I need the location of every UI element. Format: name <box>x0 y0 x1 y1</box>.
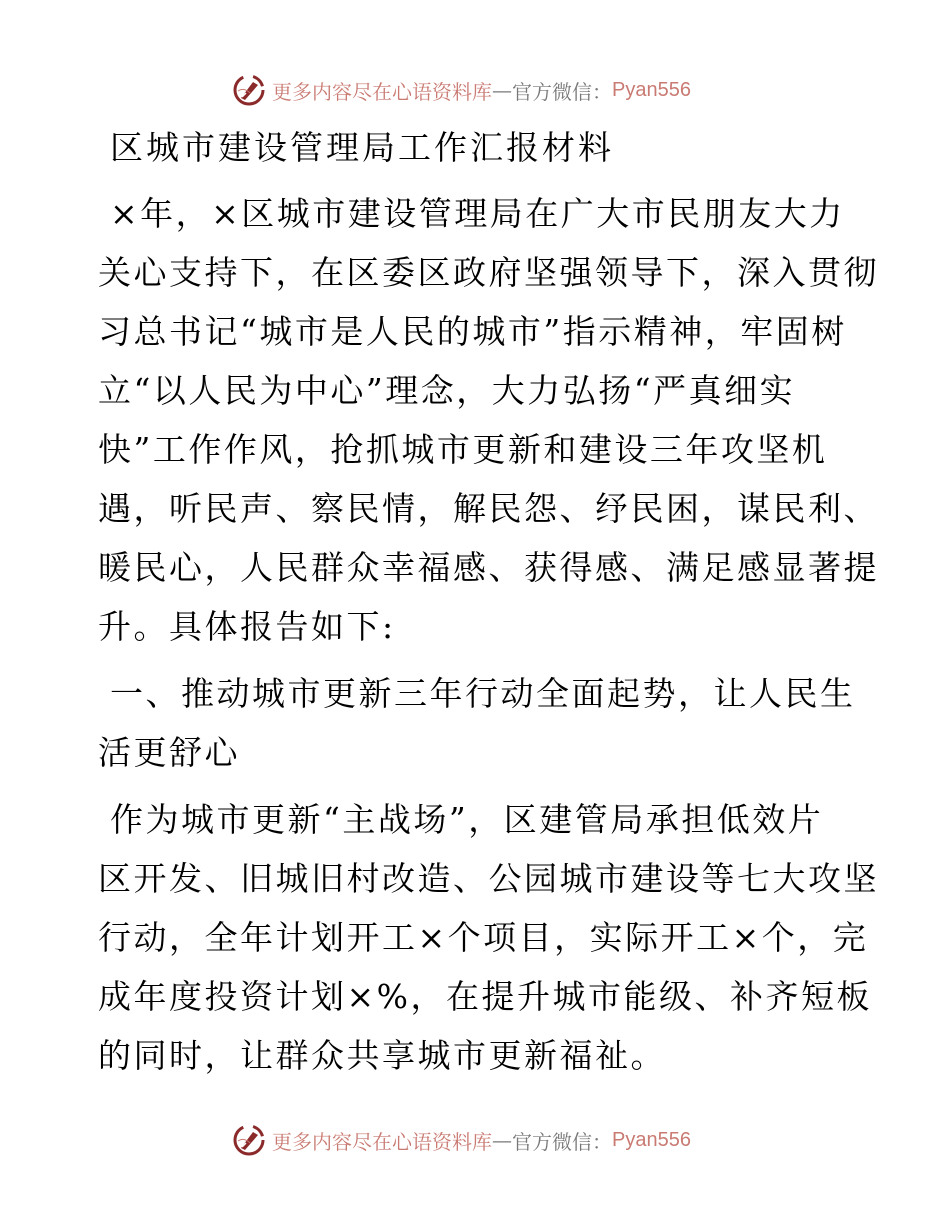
paragraph-line: 成年度投资计划×%，在提升城市能级、补齐短板 <box>98 977 873 1016</box>
watermark-wechat-id: Pyan556 <box>612 78 691 101</box>
watermark-wechat-id: Pyan556 <box>612 1128 691 1151</box>
watermark-footer <box>232 1120 691 1160</box>
watermark-separator: — <box>492 78 512 102</box>
paragraph-line: 快”工作作风，抢抓城市更新和建设三年攻坚机 <box>98 430 828 469</box>
heading-line: 一、推动城市更新三年行动全面起势，让人民生 <box>110 674 856 713</box>
paragraph-line: 立“以人民为中心”理念，大力弘扬“严真细实 <box>98 371 796 410</box>
document-title: 区城市建设管理局工作汇报材料 <box>110 128 614 167</box>
paragraph-line: 暖民心，人民群众幸福感、获得感、满足感显著提 <box>98 548 879 587</box>
watermark-separator: — <box>492 1128 512 1152</box>
paragraph-line: 升。具体报告如下: <box>98 607 396 646</box>
paragraph-line: 区开发、旧城旧村改造、公园城市建设等七大攻坚 <box>98 859 879 898</box>
watermark-wechat-label: 官方微信： <box>512 1129 612 1154</box>
paragraph-line: 关心支持下，在区委区政府坚强领导下，深入贯彻 <box>98 253 879 292</box>
paragraph-line: 行动，全年计划开工×个项目，实际开工×个，完 <box>98 918 869 957</box>
heading-line: 活更舒心 <box>98 733 240 772</box>
document-body <box>98 122 879 1085</box>
watermark-brand-text: 更多内容尽在心语资料库 <box>272 1129 492 1154</box>
watermark-wechat-label: 官方微信： <box>512 79 612 104</box>
section-1-paragraph <box>98 790 879 1085</box>
quill-pen-logo-icon <box>232 73 266 107</box>
watermark-header <box>232 70 691 110</box>
intro-paragraph <box>98 184 879 656</box>
paragraph-line: 作为城市更新“主战场”，区建管局承担低效片 <box>110 800 824 839</box>
section-heading-1 <box>98 664 858 782</box>
paragraph-line: 的同时，让群众共享城市更新福祉。 <box>98 1036 666 1075</box>
paragraph-line: 习总书记“城市是人民的城市”指示精神，牢固树 <box>98 312 847 351</box>
paragraph-line: 遇，听民声、察民情，解民怨、纾民困，谋民利、 <box>98 489 879 528</box>
paragraph-line: ×年，×区城市建设管理局在广大市民朋友大力 <box>110 194 845 233</box>
quill-pen-logo-icon <box>232 1123 266 1157</box>
watermark-brand-text: 更多内容尽在心语资料库 <box>272 79 492 104</box>
